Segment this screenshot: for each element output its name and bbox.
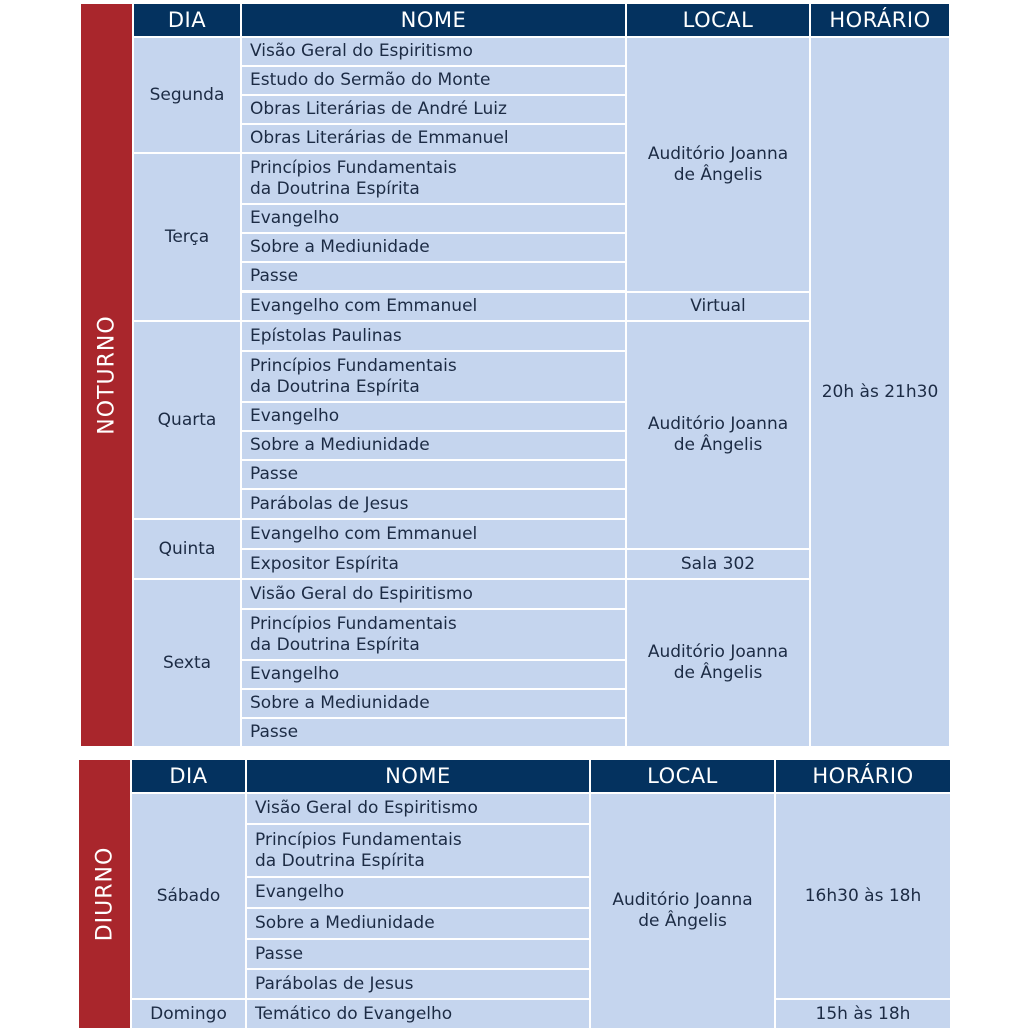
diurno-header-local: LOCAL xyxy=(591,760,774,792)
noturno-course: Estudo do Sermão do Monte xyxy=(242,67,625,94)
noturno-course xyxy=(242,352,625,401)
diurno-local-text: Auditório Joanna de Ângelis xyxy=(612,890,753,931)
noturno-course xyxy=(242,154,625,203)
noturno-course: Epístolas Paulinas xyxy=(242,322,625,350)
diurno-day-domingo: Domingo xyxy=(132,1000,245,1028)
noturno-course: Visão Geral do Espiritismo xyxy=(242,38,625,65)
noturno-course: Evangelho xyxy=(242,205,625,232)
noturno-local xyxy=(627,580,809,746)
noturno-header-dia: DIA xyxy=(134,4,240,36)
noturno-day-quarta: Quarta xyxy=(134,322,240,518)
diurno-course-text: Princípios Fundamentais da Doutrina Espírita xyxy=(255,829,462,871)
noturno-course-text: Princípios Fundamentais da Doutrina Espírita xyxy=(250,613,457,655)
diurno-course: Parábolas de Jesus xyxy=(247,970,589,998)
noturno-day-segunda: Segunda xyxy=(134,38,240,152)
diurno-header-horario: HORÁRIO xyxy=(776,760,950,792)
noturno-local xyxy=(627,38,809,291)
noturno-course: Evangelho com Emmanuel xyxy=(242,520,625,548)
diurno-course: Evangelho xyxy=(247,878,589,907)
noturno-course-text: Princípios Fundamentais da Doutrina Espírita xyxy=(250,157,457,199)
noturno-local: Sala 302 xyxy=(627,550,809,578)
diurno-local xyxy=(591,794,774,1028)
diurno-course: Sobre a Mediunidade xyxy=(247,909,589,938)
noturno-local: Virtual xyxy=(627,293,809,320)
diurno-course: Passe xyxy=(247,940,589,968)
noturno-course: Passe xyxy=(242,263,625,290)
noturno-course xyxy=(242,610,625,659)
diurno-header-nome: NOME xyxy=(247,760,589,792)
noturno-course: Sobre a Mediunidade xyxy=(242,690,625,717)
noturno-header-nome: NOME xyxy=(242,4,625,36)
noturno-course: Sobre a Mediunidade xyxy=(242,432,625,459)
noturno-day-terca: Terça xyxy=(134,154,240,320)
noturno-course: Evangelho xyxy=(242,403,625,430)
diurno-course xyxy=(247,825,589,876)
noturno-local-text: Auditório Joanna de Ângelis xyxy=(647,642,789,683)
diurno-day-sabado: Sábado xyxy=(132,794,245,998)
noturno-course: Expositor Espírita xyxy=(242,550,625,578)
noturno-day-quinta: Quinta xyxy=(134,520,240,578)
diurno-label: DIURNO xyxy=(92,846,117,942)
noturno-course: Visão Geral do Espiritismo xyxy=(242,580,625,608)
noturno-course-text: Princípios Fundamentais da Doutrina Espírita xyxy=(250,355,457,397)
noturno-local-text: Auditório Joanna de Ângelis xyxy=(647,143,789,185)
noturno-header-horario: HORÁRIO xyxy=(811,4,949,36)
diurno-side-band xyxy=(79,760,130,1028)
diurno-course: Visão Geral do Espiritismo xyxy=(247,794,589,823)
noturno-course: Sobre a Mediunidade xyxy=(242,234,625,261)
noturno-local-text: Auditório Joanna de Ângelis xyxy=(647,414,789,455)
diurno-header-dia: DIA xyxy=(132,760,245,792)
noturno-course: Parábolas de Jesus xyxy=(242,490,625,518)
noturno-course: Obras Literárias de André Luiz xyxy=(242,96,625,123)
noturno-course: Passe xyxy=(242,719,625,746)
noturno-course: Passe xyxy=(242,461,625,488)
noturno-header-local: LOCAL xyxy=(627,4,809,36)
noturno-course: Obras Literárias de Emmanuel xyxy=(242,125,625,152)
noturno-course: Evangelho com Emmanuel xyxy=(242,293,625,320)
diurno-course: Temático do Evangelho xyxy=(247,1000,589,1028)
noturno-horario: 20h às 21h30 xyxy=(811,38,949,746)
diurno-horario-sabado: 16h30 às 18h xyxy=(776,794,950,998)
noturno-side-band xyxy=(81,4,132,746)
noturno-course: Evangelho xyxy=(242,661,625,688)
noturno-day-sexta: Sexta xyxy=(134,580,240,746)
noturno-local xyxy=(627,322,809,548)
noturno-label: NOTURNO xyxy=(94,315,119,435)
diurno-horario-domingo: 15h às 18h xyxy=(776,1000,950,1028)
